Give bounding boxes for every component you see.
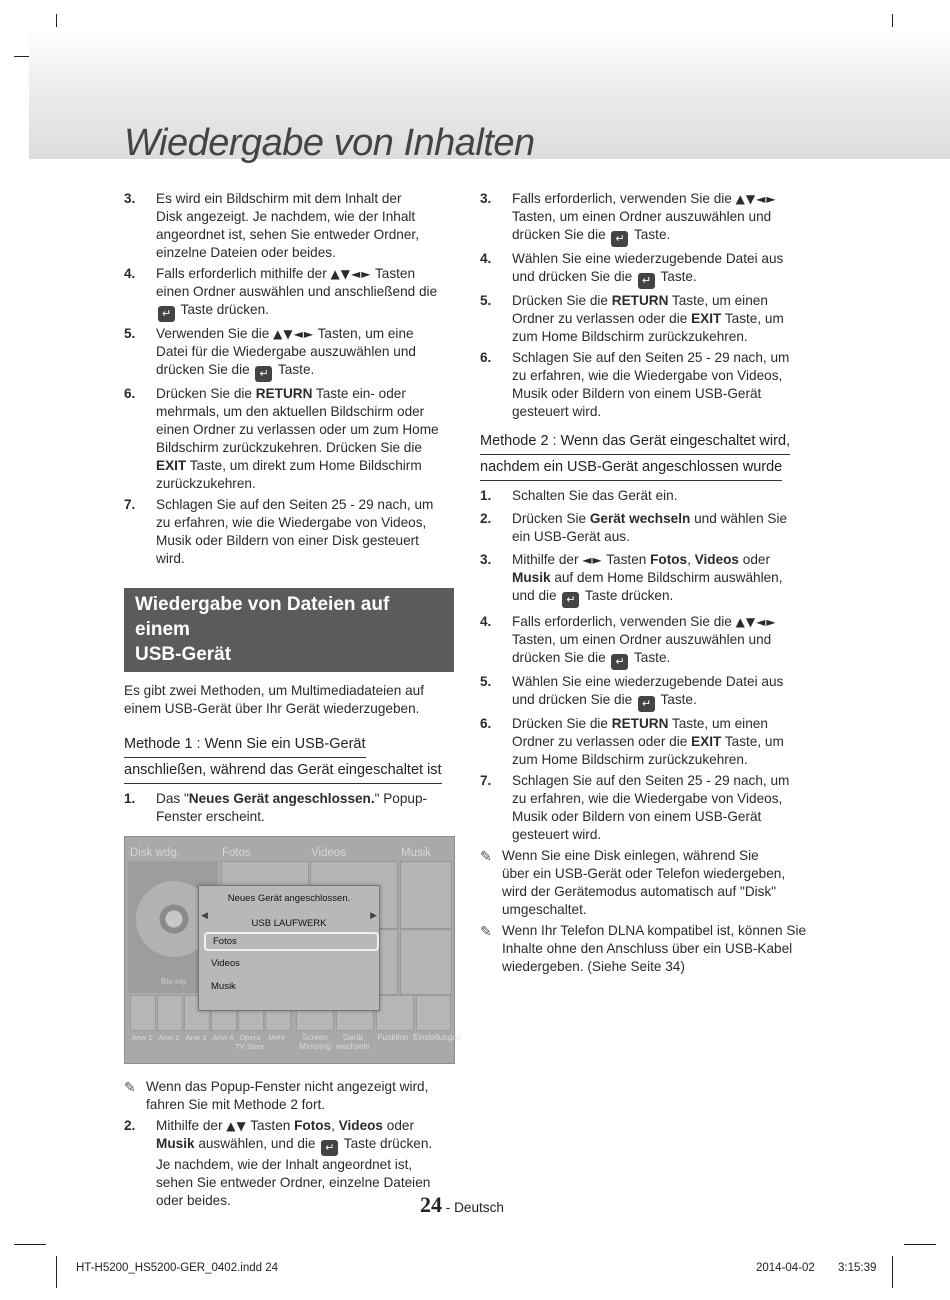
list-item: 7. Schlagen Sie auf den Seiten 25 - 29 nach, um zu erfahren, wie die Wiedergabe von Videos, Musik oder Bildern von einer Disk gesteuert wird. [124, 497, 434, 566]
arrow-keys-icon: ◄► [582, 553, 603, 567]
list-item: 5. Verwenden Sie die ▲▼◄► Tasten, um eine Datei für die Wiedergabe auszuwählen und drücken Sie die ↵ Taste. [124, 326, 416, 380]
list-item: 3. Es wird ein Bildschirm mit dem Inhalt der Disk angezeigt. Je nachdem, wie der Inhalt angeordnet ist, sehen Sie entweder Ordner, einzelne Dateien oder beides. [124, 191, 419, 260]
page-title: Wiedergabe von Inhalten [124, 122, 535, 164]
list-item: 2. Drücken Sie Gerät wechseln und wählen Sie ein USB-Gerät aus. [480, 511, 788, 544]
arrow-keys-icon: ▲▼◄► [330, 267, 372, 281]
list-item: 3. Mithilfe der ◄► Tasten Fotos, Videos oder Musik auf dem Home Bildschirm auswählen, und die ↵ Taste drücken. [480, 552, 783, 606]
arrow-keys-icon: ▲▼◄► [273, 327, 315, 341]
footer-filename: HT-H5200_HS5200-GER_0402.indd 24 [76, 1262, 279, 1274]
list-item: 6. Schlagen Sie auf den Seiten 25 - 29 nach, um zu erfahren, wie die Wiedergabe von Videos, Musik oder Bildern von einem USB-Gerät gesteuert wird. [480, 350, 790, 419]
enter-icon: ↵ [255, 366, 272, 382]
list-item: 7. Schlagen Sie auf den Seiten 25 - 29 nach, um zu erfahren, wie die Wiedergabe von Videos, Musik oder Bildern von einem USB-Gerät gesteuert wird. [480, 773, 790, 842]
left-column [124, 190, 462, 1213]
menu-disc: Disk wdg. [130, 847, 180, 859]
arrow-keys-icon: ▲▼ [226, 1119, 247, 1133]
list-item: 1. Das "Neues Gerät angeschlossen." Popup- Fenster erscheint. [124, 791, 428, 824]
right-column [480, 190, 816, 979]
list-item: 5. Wählen Sie eine wiederzugebende Datei aus und drücken Sie die ↵ Taste. [480, 674, 784, 710]
list-item: 3. Falls erforderlich, verwenden Sie die ▲▼◄► Tasten, um einen Ordner auszuwählen und drücken Sie die ↵ Taste. [480, 191, 777, 245]
intro-paragraph: Es gibt zwei Methoden, um Multimediadateien auf einem USB-Gerät über Ihr Gerät wiederzugeben. [124, 683, 424, 716]
app-tile [157, 995, 183, 1031]
chevron-right-icon[interactable]: ▶ [370, 910, 377, 920]
popup-option-videos[interactable]: Videos [211, 958, 240, 969]
enter-icon: ↵ [611, 231, 628, 247]
app-tile [130, 995, 156, 1031]
music-tile [400, 929, 452, 995]
new-device-popup [198, 885, 380, 1011]
enter-icon: ↵ [158, 306, 175, 322]
popup-option-music[interactable]: Musik [211, 981, 236, 992]
crop-mark [14, 1244, 46, 1245]
arrow-keys-icon: ▲▼◄► [735, 615, 777, 629]
settings-tile [416, 995, 451, 1031]
enter-icon: ↵ [638, 696, 655, 712]
list-item: 4. Falls erforderlich mithilfe der ▲▼◄► Tasten einen Ordner auswählen und anschließend die ↵ Taste drücken. [124, 266, 438, 320]
crop-mark [56, 1256, 57, 1288]
section-heading: Wiedergabe von Dateien auf einem USB-Gerät [124, 588, 454, 672]
footer-date: 2014-04-02 [756, 1262, 815, 1274]
list-item: 4. Wählen Sie eine wiederzugebende Datei aus und drücken Sie die ↵ Taste. [480, 251, 784, 287]
popup-title: Neues Gerät angeschlossen. [227, 893, 351, 904]
enter-icon: ↵ [562, 592, 579, 608]
crop-mark [904, 1244, 936, 1245]
list-item: 5. Drücken Sie die RETURN Taste, um einen Ordner zu verlassen oder die EXIT Taste, um zum Home Bildschirm zurückzukehren. [480, 293, 784, 344]
list-item: 2. Mithilfe der ▲▼ Tasten Fotos, Videos oder Musik auswählen, und die ↵ Taste drücken. Je nachdem, wie der Inhalt angeordnet ist, sehen Sie entweder Ordner, einzelne Dateien oder beides. [124, 1118, 433, 1208]
note: ✎ Wenn Ihr Telefon DLNA kompatibel ist, können Sie Inhalte ohne den Anschluss über ein USB-Kabel wiedergeben. (Siehe Seite 34) [480, 923, 807, 974]
note: ✎ Wenn das Popup-Fenster nicht angezeigt wird, fahren Sie mit Methode 2 fort. [124, 1079, 429, 1112]
popup-device-name: USB LAUFWERK [251, 918, 327, 929]
note: ✎ Wenn Sie eine Disk einlegen, während Sie über ein USB-Gerät oder Telefon wiedergeben, wird der Gerätemodus automatisch auf "Disk" umgeschaltet. [480, 848, 786, 917]
enter-icon: ↵ [611, 654, 628, 670]
page-number: 24 - Deutsch [420, 1192, 504, 1217]
list-item: 1. Schalten Sie das Gerät ein. [480, 488, 678, 503]
chevron-left-icon[interactable]: ◀ [201, 910, 208, 920]
method-2-heading: Methode 2 : Wenn das Gerät eingeschaltet wird, nachdem ein USB-Gerät angeschlossen wurde [480, 429, 816, 481]
list-item: 6. Drücken Sie die RETURN Taste, um einen Ordner zu verlassen oder die EXIT Taste, um zum Home Bildschirm zurückzukehren. [480, 716, 784, 767]
arrow-keys-icon: ▲▼◄► [735, 192, 777, 206]
list-item: 4. Falls erforderlich, verwenden Sie die ▲▼◄► Tasten, um einen Ordner auszuwählen und drücken Sie die ↵ Taste. [480, 614, 777, 668]
bluray-label: Blu-ray [161, 977, 187, 986]
footer-time: 3:15:39 [838, 1262, 877, 1274]
music-tile [400, 861, 452, 929]
note-pencil-icon: ✎ [480, 923, 492, 939]
tv-screenshot: Disk wdg. Fotos Videos Musik Blu-ray Anw 1 Anw 2 Anw 3 Anw 4 Opera TV Store Mehr Screen Mirroring Gerät wechseln Funktion Einstellungen Neues Gerät angeschlossen. ◀ USB LAUFWERK ▶ Fotos Videos Musik [124, 836, 455, 1064]
note-pencil-icon: ✎ [124, 1079, 136, 1095]
method-1-heading: Methode 1 : Wenn Sie ein USB-Gerät anschließen, während das Gerät eingeschaltet ist [124, 732, 454, 784]
enter-icon: ↵ [638, 273, 655, 289]
note-pencil-icon: ✎ [480, 848, 492, 864]
menu-music: Musik [401, 847, 432, 859]
menu-videos: Videos [311, 847, 346, 859]
function-tile [376, 995, 414, 1031]
list-item: 6. Drücken Sie die RETURN Taste ein- oder mehrmals, um den aktuellen Bildschirm oder einen Ordner zu verlassen oder um zum Home Bildschirm zurückzukehren. Drücken Sie die EXIT Taste, um direkt zum Home Bildschirm zurückzukehren. [124, 386, 439, 491]
enter-icon: ↵ [321, 1140, 338, 1156]
menu-photos: Fotos [222, 847, 251, 859]
crop-mark [892, 1256, 893, 1288]
popup-option-photos[interactable]: Fotos [204, 932, 379, 951]
